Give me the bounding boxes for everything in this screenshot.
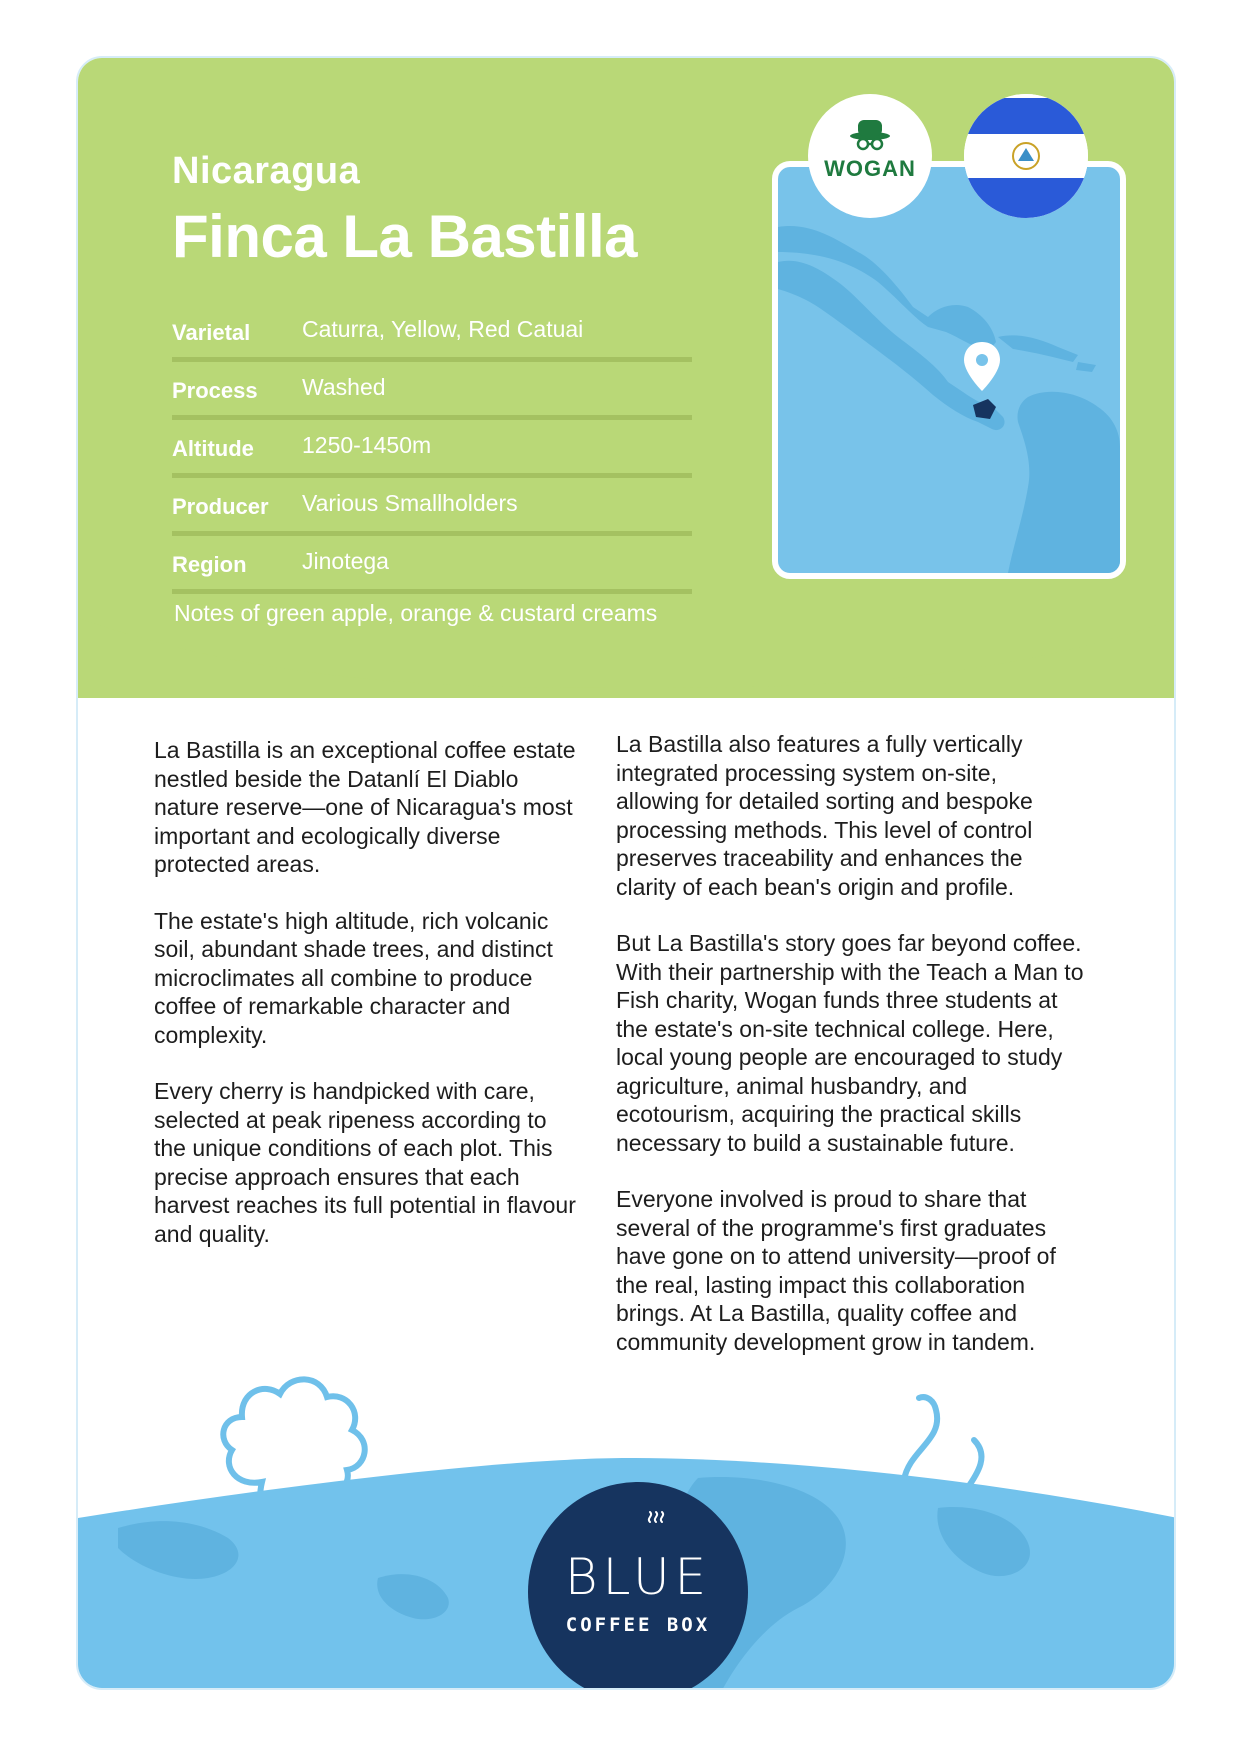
farm-title: Finca La Bastilla — [172, 203, 637, 270]
origin-map — [772, 161, 1126, 579]
paragraph: Every cherry is handpicked with care, selected at peak ripeness according to the unique conditions of each plot. This precise approach ensures that each harvest reaches its full potential in flavour and quality. — [154, 1078, 576, 1247]
paragraph: Everyone involved is proud to share that several of the programme's first graduates have gone on to attend university—proof of the real, lasting impact this collaboration brings. At La Bastilla, quality coffee and community development grow in tandem. — [616, 1186, 1056, 1355]
paragraph: The estate's high altitude, rich volcanic soil, abundant shade trees, and distinct microclimates all combine to produce coffee of remarkable character and complexity. — [154, 907, 553, 1048]
paragraph: But La Bastilla's story goes far beyond coffee. With their partnership with the Teach a Man to Fish charity, Wogan funds three students at the estate's on-site technical college. Here, local young people are encouraged to study agriculture, animal husbandry, and ecotourism, acquiring the practical skills necessary to build a sustainable future. — [616, 930, 1084, 1156]
wogan-badge — [808, 94, 932, 218]
spec-row-varietal — [172, 304, 692, 362]
wogan-hat-icon — [808, 94, 932, 164]
steam-mini-icon — [528, 1482, 748, 1542]
coffee-card — [76, 56, 1176, 1690]
spec-value: Caturra, Yellow, Red Catuai — [302, 316, 584, 342]
spec-row-region — [172, 536, 692, 594]
map-graphic — [778, 167, 1120, 573]
spec-value: Various Smallholders — [302, 490, 518, 516]
spec-value: 1250-1450m — [302, 432, 432, 458]
blue-coffee-box-logo — [528, 1482, 748, 1690]
paragraph: La Bastilla is an exceptional coffee estate nestled beside the Datanlí El Diablo nature reserve—one of Nicaragua's most important and ecologically diverse protected areas. — [154, 737, 576, 877]
spec-label: Producer — [172, 494, 269, 519]
tasting-notes: Notes of green apple, orange & custard creams — [174, 600, 658, 626]
spec-label: Process — [172, 378, 258, 403]
spec-row-process — [172, 362, 692, 420]
logo-subtitle: COFFEE BOX — [565, 1614, 711, 1636]
spec-value: Washed — [302, 374, 386, 400]
paragraph: La Bastilla also features a fully vertically integrated processing system on-site, allowing for detailed sorting and bespoke processing methods. This level of control preserves traceability and enhances the clarity of each bean's origin and profile. — [616, 731, 1033, 900]
wogan-logo-text: WOGAN — [824, 156, 916, 181]
nicaragua-flag-icon — [964, 94, 1088, 218]
story-column-right — [616, 730, 1086, 1384]
spec-label: Varietal — [172, 320, 251, 345]
logo-wordmark: BLUE — [564, 1548, 712, 1606]
flag-graphic — [964, 94, 1088, 218]
spec-label: Region — [172, 552, 247, 577]
spec-row-producer — [172, 478, 692, 536]
country-title: Nicaragua — [172, 150, 361, 192]
spec-table — [172, 304, 692, 594]
spec-label: Altitude — [172, 436, 254, 461]
spec-value: Jinotega — [302, 548, 389, 574]
story-column-left — [154, 736, 584, 1276]
spec-row-altitude — [172, 420, 692, 478]
